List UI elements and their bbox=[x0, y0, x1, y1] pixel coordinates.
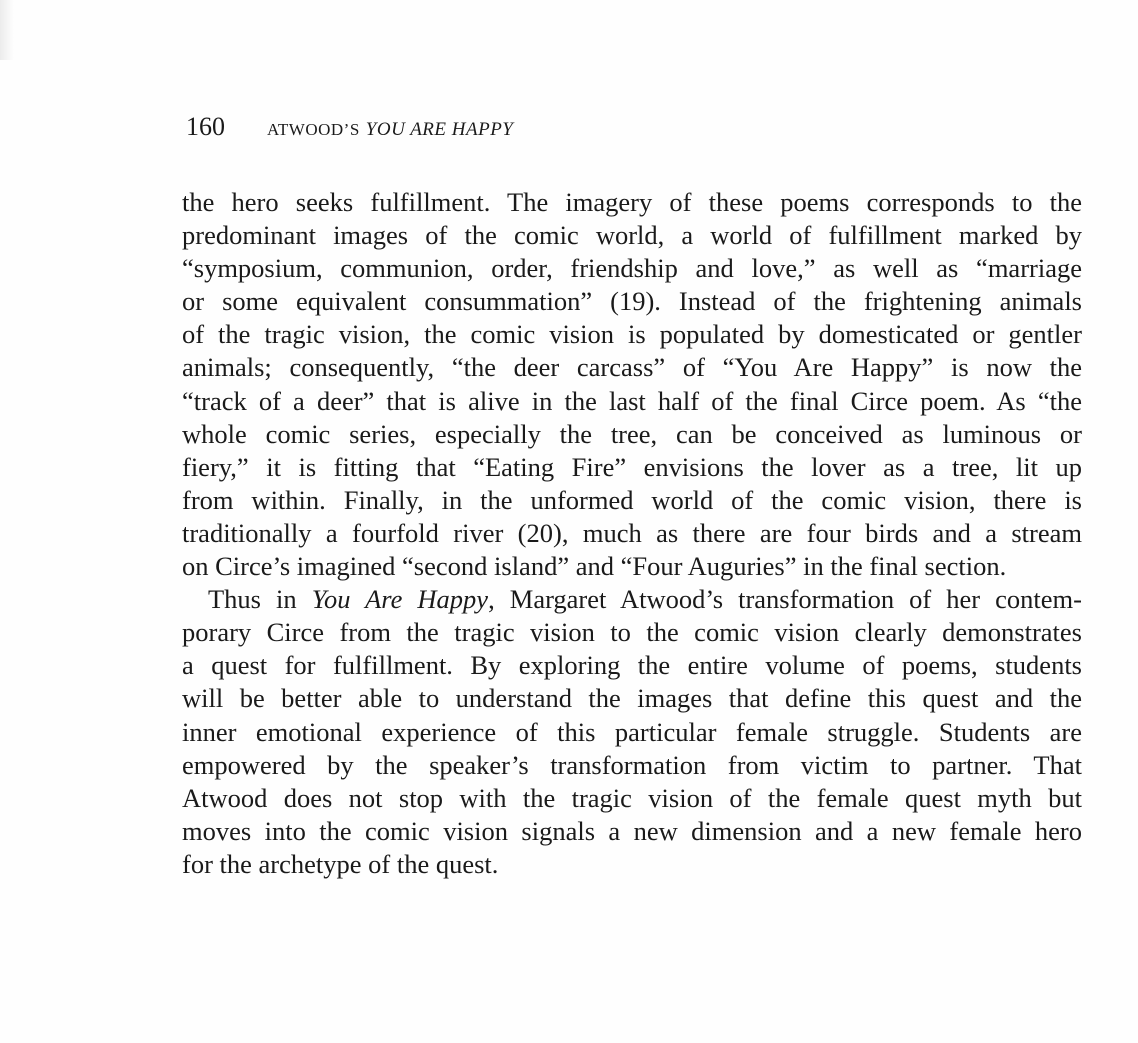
text-line bbox=[182, 682, 1082, 715]
text-line bbox=[182, 451, 1082, 484]
text-run: porary Circe from the tragic vision to the comic vision clearly demonstrates bbox=[182, 617, 1082, 648]
text-line bbox=[182, 285, 1082, 318]
text-run: of the tragic vision, the comic vision is populated by domesticated or gentler bbox=[182, 319, 1082, 350]
text-run: “symposium, communion, order, friendship and love,” as well as “marriage bbox=[182, 253, 1082, 284]
text-run: Atwood does not stop with the tragic vision of the female quest myth but bbox=[182, 782, 1082, 813]
text-line bbox=[182, 649, 1082, 682]
body-text bbox=[182, 186, 1082, 881]
text-run: “track of a deer” that is alive in the last half of the final Circe poem. As “the bbox=[182, 385, 1082, 416]
text-line bbox=[182, 318, 1082, 351]
text-run: traditionally a fourfold river (20), much as there are four birds and a stream bbox=[182, 517, 1082, 548]
paragraph bbox=[182, 186, 1082, 583]
text-run: a quest for fulfillment. By exploring the entire volume of poems, students bbox=[182, 650, 1082, 681]
running-head bbox=[186, 112, 513, 148]
text-line bbox=[182, 517, 1082, 550]
text-line bbox=[182, 385, 1082, 418]
text-line bbox=[182, 351, 1082, 384]
text-line bbox=[182, 186, 1082, 219]
text-run: or some equivalent consummation” (19). Instead of the frightening animals bbox=[182, 286, 1082, 317]
text-line bbox=[182, 583, 1082, 616]
text-run: fiery,” it is fitting that “Eating Fire” envisions the lover as a tree, lit up bbox=[182, 451, 1082, 482]
text-run: on Circe’s imagined “second island” and “Four Auguries” in the final section. bbox=[182, 551, 1007, 582]
text-run: will be better able to understand the images that define this quest and the bbox=[182, 683, 1082, 714]
text-line bbox=[182, 219, 1082, 252]
text-run: predominant images of the comic world, a world of fulfillment marked by bbox=[182, 220, 1082, 251]
text-run: whole comic series, especially the tree, can be conceived as luminous or bbox=[182, 418, 1082, 449]
text-line bbox=[182, 848, 1082, 881]
text-line bbox=[182, 782, 1082, 815]
scan-edge-shadow bbox=[0, 0, 14, 60]
text-run: inner emotional experience of this particular female struggle. Students are bbox=[182, 716, 1082, 747]
text-line bbox=[182, 749, 1082, 782]
text-run: Thus in bbox=[208, 584, 312, 615]
text-run: empowered by the speaker’s transformation from victim to partner. That bbox=[182, 749, 1082, 780]
text-run: from within. Finally, in the unformed world of the comic vision, there is bbox=[182, 484, 1082, 515]
running-head-book-title: YOU ARE HAPPY bbox=[365, 119, 514, 140]
text-line bbox=[182, 484, 1082, 517]
text-line bbox=[182, 252, 1082, 285]
running-head-title bbox=[267, 119, 513, 141]
running-head-author: ATWOOD’S bbox=[267, 120, 360, 139]
text-line bbox=[182, 616, 1082, 649]
text-run: , Margaret Atwood’s transformation of her contem- bbox=[488, 584, 1082, 615]
text-line bbox=[182, 815, 1082, 848]
text-run: moves into the comic vision signals a new dimension and a new female hero bbox=[182, 815, 1082, 846]
italic-title: You Are Happy bbox=[311, 584, 489, 615]
text-run: for the archetype of the quest. bbox=[182, 848, 499, 879]
paragraph bbox=[182, 583, 1082, 881]
text-line bbox=[182, 418, 1082, 451]
text-run: animals; consequently, “the deer carcass” of “You Are Happy” is now the bbox=[182, 352, 1082, 383]
text-line bbox=[182, 716, 1082, 749]
page-number: 160 bbox=[186, 112, 225, 141]
text-line bbox=[182, 550, 1082, 583]
text-run: the hero seeks fulfillment. The imagery of these poems corresponds to the bbox=[182, 187, 1082, 217]
